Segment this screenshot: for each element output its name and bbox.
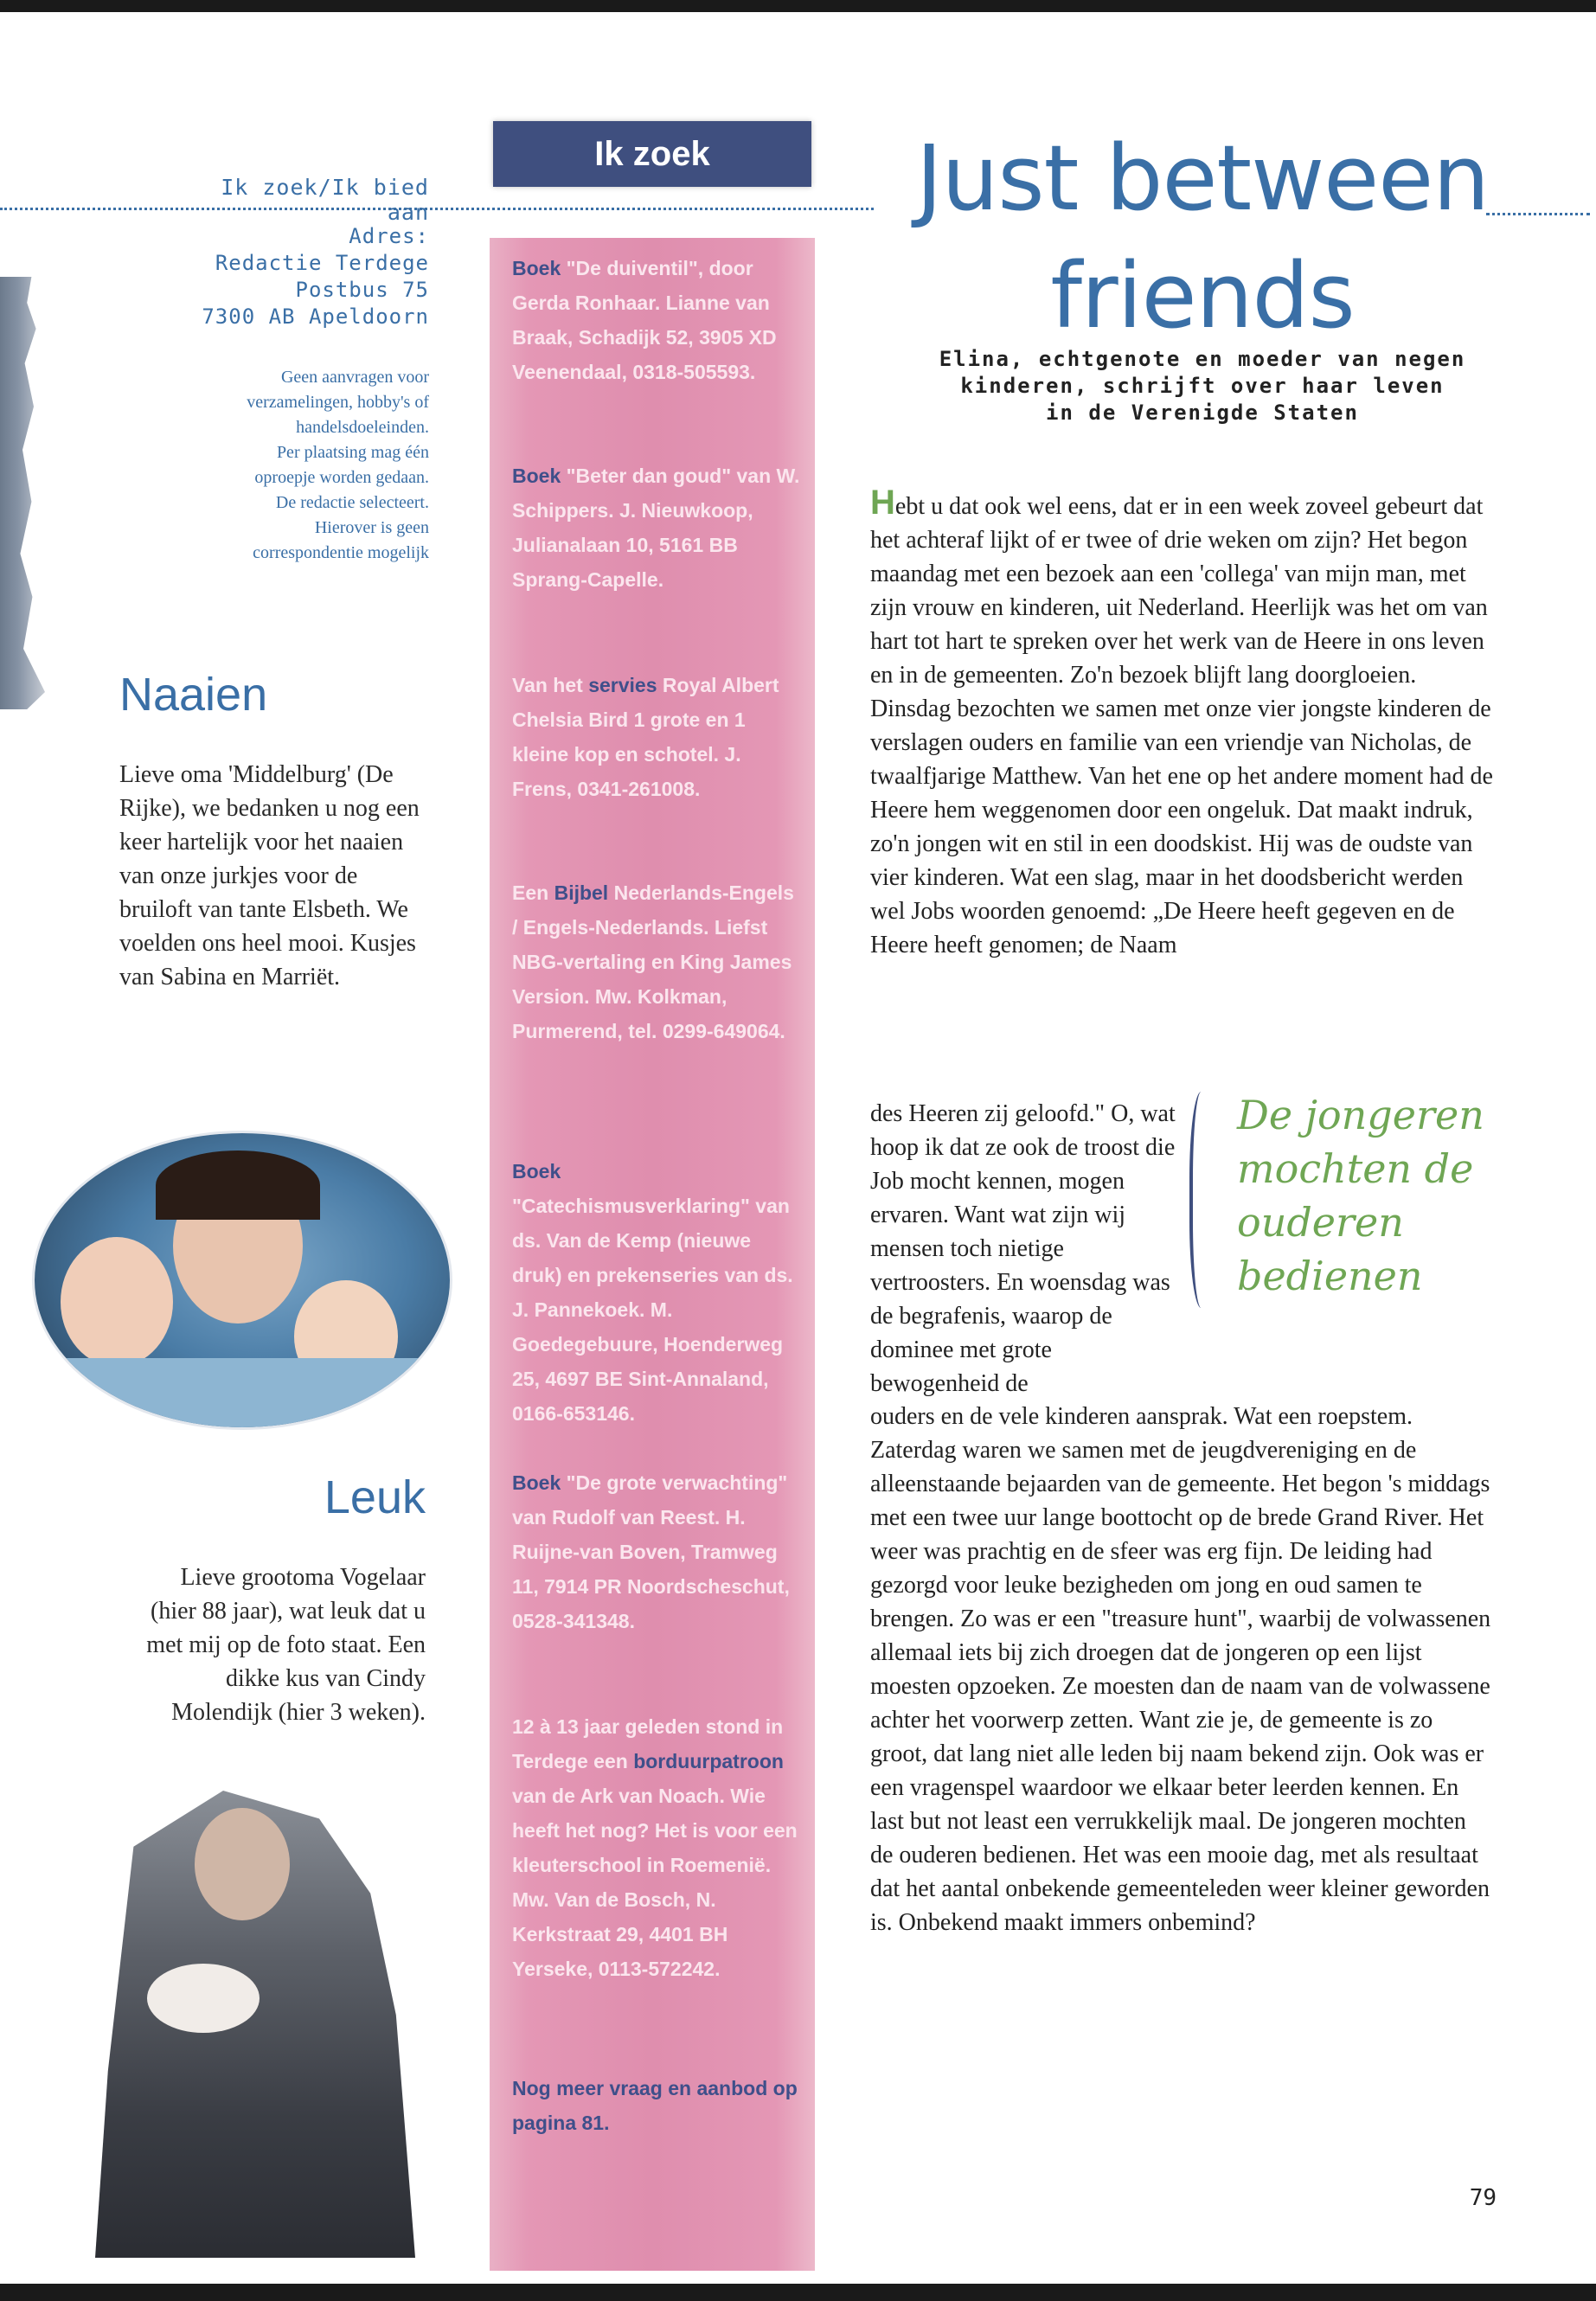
ik-zoek-banner: Ik zoek xyxy=(493,121,811,187)
address-line: Postbus 75 xyxy=(295,278,429,302)
address-line: Redactie Terdege xyxy=(215,251,429,275)
family-photo xyxy=(35,1133,450,1427)
classified-ad xyxy=(512,458,803,597)
photo-dresses xyxy=(35,1358,450,1427)
classified-ad xyxy=(512,251,803,389)
ad-text: van de Ark van Noach. Wie heeft het nog? Het is voor een kleuterschool in Roemenië. Mw. Van de Bosch, N. Kerkstraat 29, 4401 BH Yerseke, 0113-572242. xyxy=(512,1785,798,1980)
paragraph: Zaterdag waren we samen met de jeugdvereniging en de alleenstaande bejaarden van de gemeente. Het begon 's middags met een twee uur lange boottocht op de brede Grand River. Het weer was prachtig en de sfeer was erg fijn. De leiding had gezorgd voor leuke bezigheden om jong en oud samen te brengen. Zo was er een "treasure hunt", waarbij de volwassenen allemaal iets bij zich droegen dat de jongeren op een lijst moesten opzoeken. Ze moesten dan de naam van de volwassene achter het voorwerp zetten. Want zie je, de gemeente is zo groot, dat lang niet alle leden bij naam bekend zijn. Ook was er een vragenspel waardoor we elkaar beter leerden kennen. En last but not least een verrukkelijk maal. De jongeren mochten de ouderen bedienen. Het was een mooie dag, met als resultaat dat het aantal onbekende gemeenteleden weer kleiner geworden is. Onbekend maakt immers onbemind? xyxy=(870,1437,1491,1936)
page-number: 79 xyxy=(1469,2185,1497,2211)
ad-keyword: borduurpatroon xyxy=(633,1750,784,1772)
article-body-narrow: des Heeren zij geloofd." O, wat hoop ik dat ze ook de troost die Job mocht kennen, mogen ervaren. Want wat zijn wij mensen toch nietige vertroosters. En woensdag was de begrafenis, waarop de dominee met grote bewogenheid de xyxy=(870,1100,1176,1397)
notice-line: correspondentie mogelijk xyxy=(253,543,429,562)
naaien-body: Lieve oma 'Middelburg' (De Rijke), we bedanken u nog een keer hartelijk voor het naaien van onze jurkjes voor de bruiloft van tante Elsbeth. We voelden ons heel mooi. Kusjes van Sabina en Marriët. xyxy=(119,761,420,990)
notice-line: Geen aanvragen voor xyxy=(280,368,429,387)
ad-text: "Catechismusverklaring" van ds. Van de Kemp (nieuwe druk) en prekenseries van ds. J. Pannekoek. M. Goedegebuure, Hoenderweg 25, 4697 BE Sint-Annaland, 0166-653146. xyxy=(512,1195,793,1425)
address-block xyxy=(130,223,429,330)
article-body-bottom xyxy=(870,1400,1493,1939)
notice-line: oproepje worden gedaan. xyxy=(254,468,429,487)
article-title xyxy=(900,119,1505,355)
leuk-body: Lieve grootoma Vogelaar (hier 88 jaar), wat leuk dat u met mij op de foto staat. Een dikke kus van Cindy Molendijk (hier 3 weken). xyxy=(146,1564,426,1726)
ad-text: Nederlands-Engels / Engels-Nederlands. Liefst NBG-vertaling en King James Version. Mw. Kolkman, Purmerend, tel. 0299-649064. xyxy=(512,881,794,1042)
address-line: Adres: xyxy=(349,224,429,248)
notice-block xyxy=(138,365,429,566)
ad-text: "De duiventil", door Gerda Ronhaar. Lianne van Braak, Schadijk 52, 3905 XD Veenendaal, 0318-505593. xyxy=(512,257,777,383)
notice-line: Per plaatsing mag één xyxy=(276,443,429,462)
subtitle-line: in de Verenigde Staten xyxy=(1046,401,1359,425)
torn-photo-edge xyxy=(0,277,45,709)
notice-line: Hierover is geen xyxy=(314,518,429,537)
ad-prefix: Van het xyxy=(512,674,589,696)
ad-keyword: Boek xyxy=(512,1471,561,1494)
classified-ad xyxy=(512,1465,803,1638)
ad-prefix: Een xyxy=(512,881,554,904)
ad-keyword: Bijbel xyxy=(554,881,609,904)
subtitle-line: Elina, echtgenote en moeder van negen xyxy=(939,347,1466,371)
top-rule xyxy=(0,0,1596,12)
classified-ad xyxy=(512,875,803,1048)
ad-text: "De grote verwachting" van Rudolf van Reest. H. Ruijne-van Boven, Tramweg 11, 7914 PR Noordscheschut, 0528-341348. xyxy=(512,1471,790,1632)
notice-line: verzamelingen, hobby's of xyxy=(247,393,429,412)
photo-face-girl xyxy=(61,1237,173,1367)
classified-ad xyxy=(512,1709,803,1986)
ad-text: "Beter dan goud" van W. Schippers. J. Nieuwkoop, Julianalaan 10, 5161 BB Sprang-Capelle. xyxy=(512,465,800,591)
notice-line: De redactie selecteert. xyxy=(275,493,429,512)
paragraph-text: ebt u dat ook wel eens, dat er in een week zoveel gebeurt dat het achteraf lijkt of er twee of drie weken om zijn? Het begon maandag met een bezoek aan een 'collega' van mijn man, met zijn vrouw en kinderen, uit Nederland. Heerlijk was het om van hart tot hart te spreken over het werk van de Heere in ons leven en in de gemeenten. Zo'n bezoek blijft lang doorgloeien. xyxy=(870,493,1488,689)
notice-line: handelsdoeleinden. xyxy=(296,418,429,437)
ad-keyword: Boek xyxy=(512,465,561,487)
grandmother-photo xyxy=(95,1791,415,2258)
address-line: 7300 AB Apeldoorn xyxy=(202,304,429,329)
article-subtitle xyxy=(874,346,1531,426)
bottom-rule xyxy=(0,2284,1596,2301)
photo-hair xyxy=(156,1150,320,1220)
title-line: friends xyxy=(1050,243,1355,349)
ad-text: Royal Albert Chelsia Bird 1 grote en 1 kleine kop en schotel. J. Frens, 0341-261008. xyxy=(512,674,779,800)
classified-ad xyxy=(512,668,803,806)
paragraph xyxy=(870,484,1493,692)
subtitle-line: kinderen, schrijft over haar leven xyxy=(960,374,1445,398)
more-ads-link[interactable]: Nog meer vraag en aanbod op pagina 81. xyxy=(512,2077,798,2134)
heading-naaien: Naaien xyxy=(119,669,268,721)
ad-keyword: Boek xyxy=(512,1160,561,1183)
ad-keyword: Boek xyxy=(512,257,561,279)
paragraph: Dinsdag bezochten we samen met onze vier jongste kinderen de verslagen ouders en familie van een vriendje van Nicholas, de twaalfjarige Matthew. Van het ene op het andere moment had de Heere hem weggenomen door een ongeluk. Dat maakt indruk, zo'n jongen wit en stil in een doodskist. Hij was de oudste van vier kinderen. Wat een slag, maar in het doodsbericht werden wel Jobs woorden genoemd: „De Heere heeft gegeven en de Heere heeft genomen; de Naam xyxy=(870,695,1493,958)
title-line: Just between xyxy=(915,125,1490,231)
article-body-top xyxy=(870,484,1493,962)
heading-leuk: Leuk xyxy=(324,1471,426,1523)
section-label: Ik zoek/Ik bied aan xyxy=(221,175,429,225)
paragraph: ouders en de vele kinderen aansprak. Wat een roepstem. xyxy=(870,1403,1413,1430)
dotted-rule-left xyxy=(0,208,874,210)
ad-prefix: 12 à 13 jaar geleden stond in Terdege een xyxy=(512,1715,784,1772)
photo-baby xyxy=(147,1964,260,2033)
pull-quote: De jongeren mochten de ouderen bedienen xyxy=(1237,1092,1484,1299)
classified-ad xyxy=(512,1154,803,1431)
drop-cap: H xyxy=(870,484,895,522)
ad-keyword: servies xyxy=(588,674,657,696)
quote-brace-icon xyxy=(1189,1092,1219,1308)
photo-face-grandmother xyxy=(195,1808,290,1920)
